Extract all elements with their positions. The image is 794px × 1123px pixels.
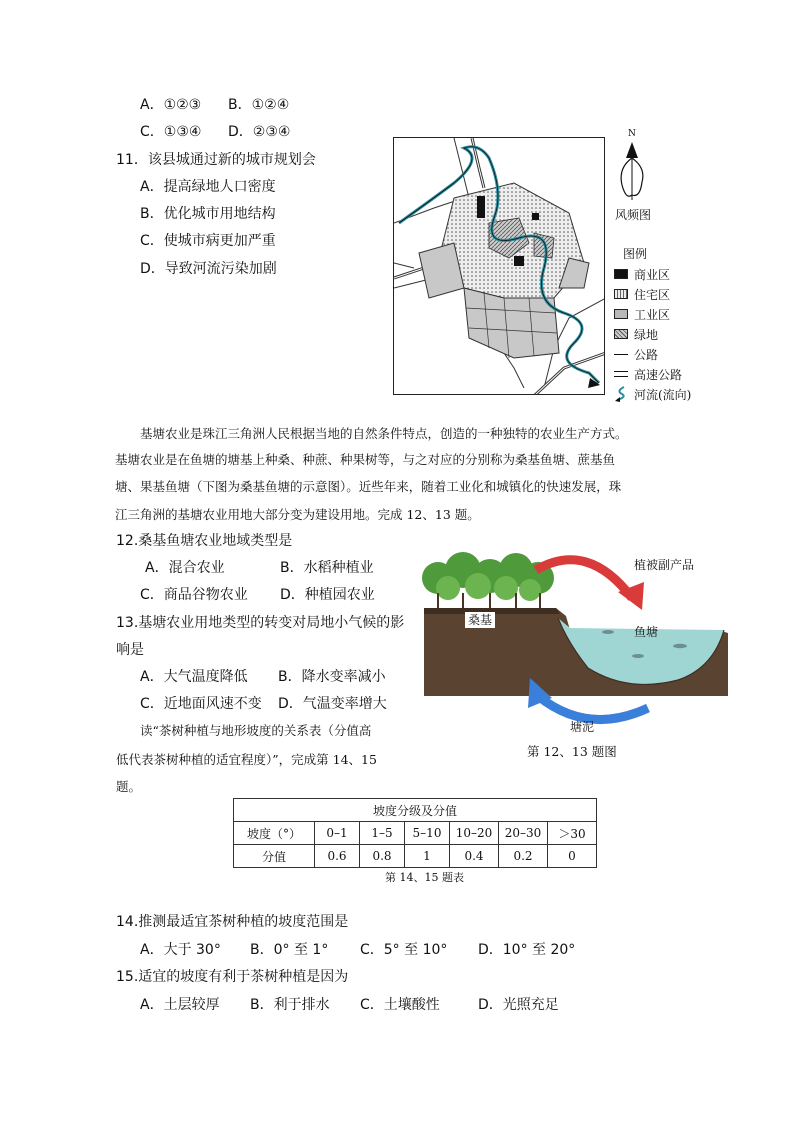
slope-cell: ＞30 [548, 822, 597, 845]
passage-line-1: 基塘农业是珠江三角洲人民根据当地的自然条件特点，创造的一种独特的农业生产方式。 [140, 426, 628, 441]
q12-option-a[interactable]: A．混合农业 [145, 560, 225, 576]
north-arrow-icon [612, 130, 652, 205]
legend-label: 高速公路 [634, 367, 683, 382]
slope-cell: 10–20 [450, 822, 499, 845]
legend-label: 河流(流向) [634, 387, 692, 402]
q10-option-c[interactable]: C．①③④ [140, 124, 202, 140]
river-arrow-icon [614, 386, 628, 402]
table-row [234, 845, 597, 868]
city-plan-map [393, 137, 605, 395]
legend-commercial [614, 264, 704, 284]
diagram-caption: 第 12、13 题图 [527, 744, 617, 759]
legend-residential [614, 284, 704, 304]
diagram-label-mulberry: 桑基 [465, 612, 495, 628]
passage-line-3: 塘、果基鱼塘（下图为桑基鱼塘的示意图）。近些年来，随着工业化和城镇化的快速发展，珠 [115, 479, 622, 494]
score-cell: 0 [548, 845, 597, 868]
table-title: 坡度分级及分值 [234, 799, 597, 822]
q10-option-b[interactable]: B．①②④ [228, 97, 290, 113]
passage-line-4: 江三角洲的基塘农业用地大部分变为建设用地。完成 12、13 题。 [115, 507, 480, 522]
diagram-label-mud: 塘泥 [570, 720, 595, 734]
q15-option-d[interactable]: D．光照充足 [478, 997, 559, 1013]
q12-stem: 12.桑基鱼塘农业地域类型是 [116, 533, 293, 549]
slope-cell: 0–1 [315, 822, 360, 845]
q12-option-b[interactable]: B．水稻种植业 [280, 560, 374, 576]
score-cell: 1 [405, 845, 450, 868]
row-header-score: 分值 [234, 845, 315, 868]
industrial-swatch [614, 309, 628, 319]
q11-option-a[interactable]: A．提高绿地人口密度 [140, 179, 276, 195]
intro-14-line-3: 题。 [116, 779, 142, 794]
dike-pond-diagram [418, 548, 740, 738]
legend-industrial [614, 304, 704, 324]
q11-stem: 11．该县城通过新的城市规划会 [116, 152, 316, 168]
q15-option-a[interactable]: A．土层较厚 [140, 997, 220, 1013]
north-label: N [628, 129, 636, 139]
q15-option-b[interactable]: B．利于排水 [250, 997, 330, 1013]
table-caption: 第 14、15 题表 [385, 871, 464, 884]
slope-cell: 1–5 [360, 822, 405, 845]
q11-option-d[interactable]: D．导致河流污染加剧 [140, 261, 277, 277]
q13-option-b[interactable]: B．降水变率减小 [278, 669, 386, 685]
legend-river [614, 384, 704, 404]
q10-option-a[interactable]: A．①②③ [140, 97, 202, 113]
score-cell: 0.8 [360, 845, 405, 868]
q12-option-d[interactable]: D．种植园农业 [280, 587, 375, 603]
score-cell: 0.6 [315, 845, 360, 868]
q10-option-d[interactable]: D．②③④ [228, 124, 291, 140]
city-map-graphic [394, 138, 605, 395]
row-header-slope: 坡度（°） [234, 822, 315, 845]
q14-option-c[interactable]: C．5° 至 10° [360, 942, 448, 958]
diagram-label-pond: 鱼塘 [634, 625, 659, 639]
legend-title: 图例 [623, 247, 648, 261]
q13-option-d[interactable]: D．气温变率增大 [278, 696, 387, 712]
q13-option-c[interactable]: C．近地面风速不变 [140, 696, 262, 712]
legend-label: 住宅区 [634, 287, 671, 302]
q11-option-b[interactable]: B．优化城市用地结构 [140, 206, 276, 222]
commercial-swatch [614, 269, 628, 279]
q14-option-d[interactable]: D．10° 至 20° [478, 942, 576, 958]
q14-option-a[interactable]: A．大于 30° [140, 942, 221, 958]
table-row [234, 822, 597, 845]
q11-option-c[interactable]: C．使城市病更加严重 [140, 233, 276, 249]
slope-cell: 20–30 [499, 822, 548, 845]
q13-option-a[interactable]: A．大气温度降低 [140, 669, 248, 685]
q13-stem-line-1: 13.基塘农业用地类型的转变对局地小气候的影 [116, 615, 405, 631]
legend-label: 绿地 [634, 327, 659, 342]
legend-label: 公路 [634, 347, 659, 362]
legend-label: 商业区 [634, 267, 671, 282]
intro-14-line-1: 读“茶树种植与地形坡度的关系表（分值高 [140, 723, 372, 738]
score-cell: 0.4 [450, 845, 499, 868]
slope-score-table [233, 798, 597, 868]
residential-swatch [614, 289, 628, 299]
legend-label: 工业区 [634, 307, 671, 322]
road-line-icon [614, 354, 628, 355]
q14-option-b[interactable]: B．0° 至 1° [250, 942, 329, 958]
green-swatch [614, 329, 628, 339]
q13-stem-line-2: 响是 [116, 642, 144, 658]
legend-green [614, 324, 704, 344]
q14-stem: 14.推测最适宜茶树种植的坡度范围是 [116, 914, 349, 930]
legend-road [614, 344, 704, 364]
map-legend [614, 264, 704, 404]
q15-stem: 15.适宜的坡度有利于茶树种植是因为 [116, 969, 349, 985]
slope-cell: 5–10 [405, 822, 450, 845]
passage-line-2: 基塘农业是在鱼塘的塘基上种桑、种蔗、种果树等，与之对应的分别称为桑基鱼塘、蔗基鱼 [115, 452, 616, 467]
highway-line-icon [614, 371, 628, 377]
score-cell: 0.2 [499, 845, 548, 868]
q15-option-c[interactable]: C．土壤酸性 [360, 997, 440, 1013]
q12-option-c[interactable]: C．商品谷物农业 [140, 587, 248, 603]
intro-14-line-2: 低代表茶树种植的适宜程度）”，完成第 14、15 [116, 752, 377, 767]
diagram-label-byproduct: 植被副产品 [634, 558, 695, 572]
legend-highway [614, 364, 704, 384]
wind-rose-label: 风频图 [615, 208, 652, 222]
